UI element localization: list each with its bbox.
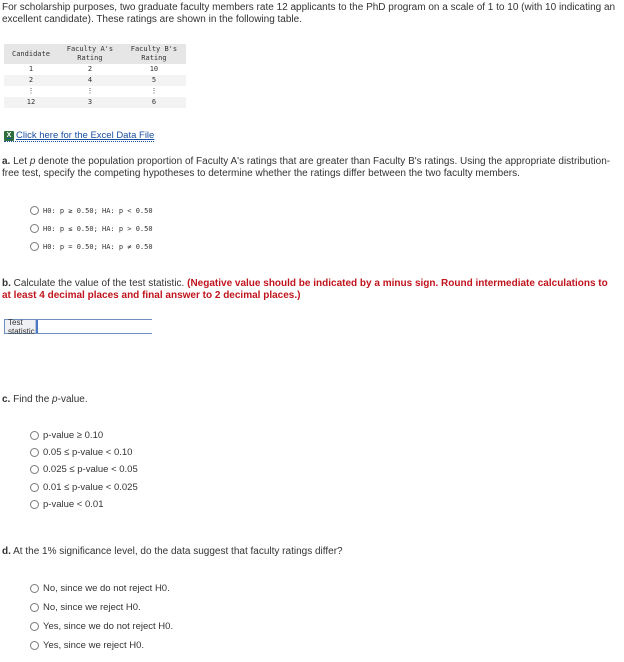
radio-button[interactable] bbox=[30, 622, 39, 631]
conclusion-option-3[interactable] bbox=[30, 621, 173, 632]
table-cell: ⋮ bbox=[122, 86, 186, 97]
part-b-label: b. bbox=[2, 278, 11, 289]
table-cell: 12 bbox=[4, 97, 58, 108]
pvalue-option-label: 0.01 ≤ p-value < 0.025 bbox=[43, 482, 138, 493]
excel-link-label: Click here for the Excel Data File bbox=[16, 130, 155, 141]
header-candidate: Candidate bbox=[4, 44, 58, 64]
conclusion-option-4[interactable] bbox=[30, 640, 144, 651]
table-row bbox=[4, 97, 186, 108]
table-header-row bbox=[4, 44, 186, 64]
pvalue-option-label: p-value < 0.01 bbox=[43, 499, 104, 510]
radio-button[interactable] bbox=[30, 483, 39, 492]
excel-data-link[interactable] bbox=[4, 130, 154, 142]
pvalue-option-label: 0.025 ≤ p-value < 0.05 bbox=[43, 464, 138, 475]
test-statistic-label: Test statistic bbox=[5, 320, 36, 333]
table-cell: 1 bbox=[4, 64, 58, 75]
table-cell: 6 bbox=[122, 97, 186, 108]
table-cell: ⋮ bbox=[58, 86, 122, 97]
part-a-text-1: Let bbox=[13, 156, 28, 167]
pvalue-option-label: p-value ≥ 0.10 bbox=[43, 430, 104, 441]
conclusion-option-1[interactable] bbox=[30, 583, 170, 594]
part-a-label: a. bbox=[2, 156, 11, 167]
conclusion-option-label: No, since we do not reject H0. bbox=[43, 583, 170, 594]
table-row bbox=[4, 64, 186, 75]
pvalue-option-3[interactable] bbox=[30, 464, 138, 475]
hypothesis-option-2[interactable] bbox=[30, 224, 153, 233]
conclusion-option-label: No, since we reject H0. bbox=[43, 602, 141, 613]
hypothesis-option-1[interactable] bbox=[30, 206, 153, 215]
excel-file-icon: X bbox=[4, 131, 14, 141]
table-cell: 2 bbox=[58, 64, 122, 75]
hypothesis-option-label: H0: p = 0.50; HA: p ≠ 0.50 bbox=[43, 242, 153, 251]
pvalue-option-2[interactable] bbox=[30, 447, 132, 458]
part-b-text: Calculate the value of the test statistic. bbox=[13, 278, 185, 289]
part-c-var-p: p bbox=[52, 394, 58, 405]
radio-button[interactable] bbox=[30, 206, 39, 215]
header-faculty-b: Faculty B's Rating bbox=[122, 44, 186, 64]
hypothesis-option-label: H0: p ≤ 0.50; HA: p > 0.50 bbox=[43, 224, 153, 233]
radio-button[interactable] bbox=[30, 465, 39, 474]
part-c-label: c. bbox=[2, 394, 11, 405]
table-cell: ⋮ bbox=[4, 86, 58, 97]
hypothesis-option-label: H0: p ≥ 0.50; HA: p < 0.50 bbox=[43, 206, 153, 215]
table-row bbox=[4, 86, 186, 97]
table-row bbox=[4, 75, 186, 86]
conclusion-option-label: Yes, since we do not reject H0. bbox=[43, 621, 174, 632]
conclusion-option-2[interactable] bbox=[30, 602, 141, 613]
part-a-var-p: p bbox=[29, 156, 36, 167]
part-c-question bbox=[2, 394, 618, 406]
table-cell: 4 bbox=[58, 75, 122, 86]
radio-button[interactable] bbox=[30, 448, 39, 457]
part-b-question bbox=[2, 278, 618, 302]
radio-button[interactable] bbox=[30, 224, 39, 233]
part-b-warning: (Negative value should be indicated by a minus sign. Round intermediate calculations to at least 4 decimal places and final answer to 2 decimal places.) bbox=[2, 278, 608, 301]
ratings-table bbox=[4, 44, 186, 108]
table-cell: 3 bbox=[58, 97, 122, 108]
radio-button[interactable] bbox=[30, 500, 39, 509]
pvalue-option-1[interactable] bbox=[30, 430, 103, 441]
radio-button[interactable] bbox=[30, 603, 39, 612]
hypothesis-option-3[interactable] bbox=[30, 242, 153, 251]
test-statistic-input[interactable] bbox=[36, 320, 152, 333]
table-cell: 5 bbox=[122, 75, 186, 86]
pvalue-option-5[interactable] bbox=[30, 499, 103, 510]
radio-button[interactable] bbox=[30, 641, 39, 650]
part-d-text: At the 1% significance level, do the data suggest that faculty ratings differ? bbox=[13, 546, 343, 557]
table-cell: 10 bbox=[122, 64, 186, 75]
header-faculty-a: Faculty A's Rating bbox=[58, 44, 122, 64]
part-c-text-2: -value. bbox=[57, 394, 88, 405]
radio-button[interactable] bbox=[30, 242, 39, 251]
test-statistic-field bbox=[4, 319, 152, 334]
table-cell: 2 bbox=[4, 75, 58, 86]
pvalue-option-4[interactable] bbox=[30, 482, 138, 493]
pvalue-option-label: 0.05 ≤ p-value < 0.10 bbox=[43, 447, 133, 458]
radio-button[interactable] bbox=[30, 431, 39, 440]
problem-intro: For scholarship purposes, two graduate faculty members rate 12 applicants to the PhD program on a scale of 1 to 10 (with 10 indicating an excellent candidate). These ratings are shown in the following table. bbox=[2, 2, 616, 25]
part-d-label: d. bbox=[2, 546, 11, 557]
part-d-question bbox=[2, 546, 618, 558]
part-a-question bbox=[2, 156, 618, 180]
radio-button[interactable] bbox=[30, 584, 39, 593]
conclusion-option-label: Yes, since we reject H0. bbox=[43, 640, 145, 651]
part-a-text-2: denote the population proportion of Faculty A's ratings that are greater than Faculty B's ratings. Using the appropriate distribution-free test, specify the competing hypotheses to determine whether the ratings differ between the two faculty members. bbox=[2, 156, 611, 179]
part-c-text-1: Find the bbox=[13, 394, 50, 405]
